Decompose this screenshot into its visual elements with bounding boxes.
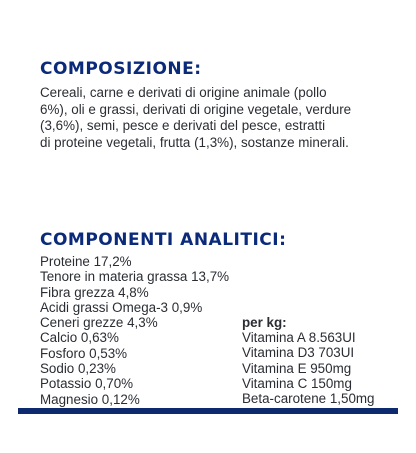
per-kg-label: per kg: [242,314,287,330]
analytic-item: Sodio 0,23% [40,361,116,377]
vitamin-item: Vitamina D3 703UI [242,345,355,361]
composizione-line: di proteine vegetali, frutta (1,3%), sostanze minerali. [40,134,349,150]
bottom-divider-bar [18,408,398,414]
analytic-components-list [40,254,229,407]
vitamin-item: Beta-carotene 1,50mg [242,391,375,407]
vitamin-item: Vitamina C 150mg [242,375,352,391]
analytic-item: Magnesio 0,12% [40,391,140,407]
vitamin-item: Vitamina A 8.563UI [242,330,356,346]
analytic-item: Proteine 17,2% [40,254,132,269]
composizione-line: (3,6%), semi, pesce e derivati del pesce, estratti [40,118,326,134]
analytic-item: Fosforo 0,53% [40,345,128,361]
vitamins-list [242,315,375,407]
analytic-item: Calcio 0,63% [40,330,119,346]
composizione-heading: COMPOSIZIONE: [40,59,202,79]
componenti-analitici-heading: COMPONENTI ANALITICI: [40,230,287,250]
analytic-item: Potassio 0,70% [40,376,134,392]
composizione-text [40,85,390,151]
analytic-item: Acidi grassi Omega-3 0,9% [40,299,203,315]
composizione-line: 6%), oli e grassi, derivati di origine vegetale, verdure [40,101,352,117]
vitamin-item: Vitamina E 950mg [242,360,352,376]
composizione-line: Cereali, carne e derivati di origine animale (pollo [40,85,327,100]
analytic-item: Ceneri grezze 4,3% [40,315,158,331]
analytic-item: Fibra grezza 4,8% [40,284,149,300]
analytic-item: Tenore in materia grassa 13,7% [40,269,230,285]
